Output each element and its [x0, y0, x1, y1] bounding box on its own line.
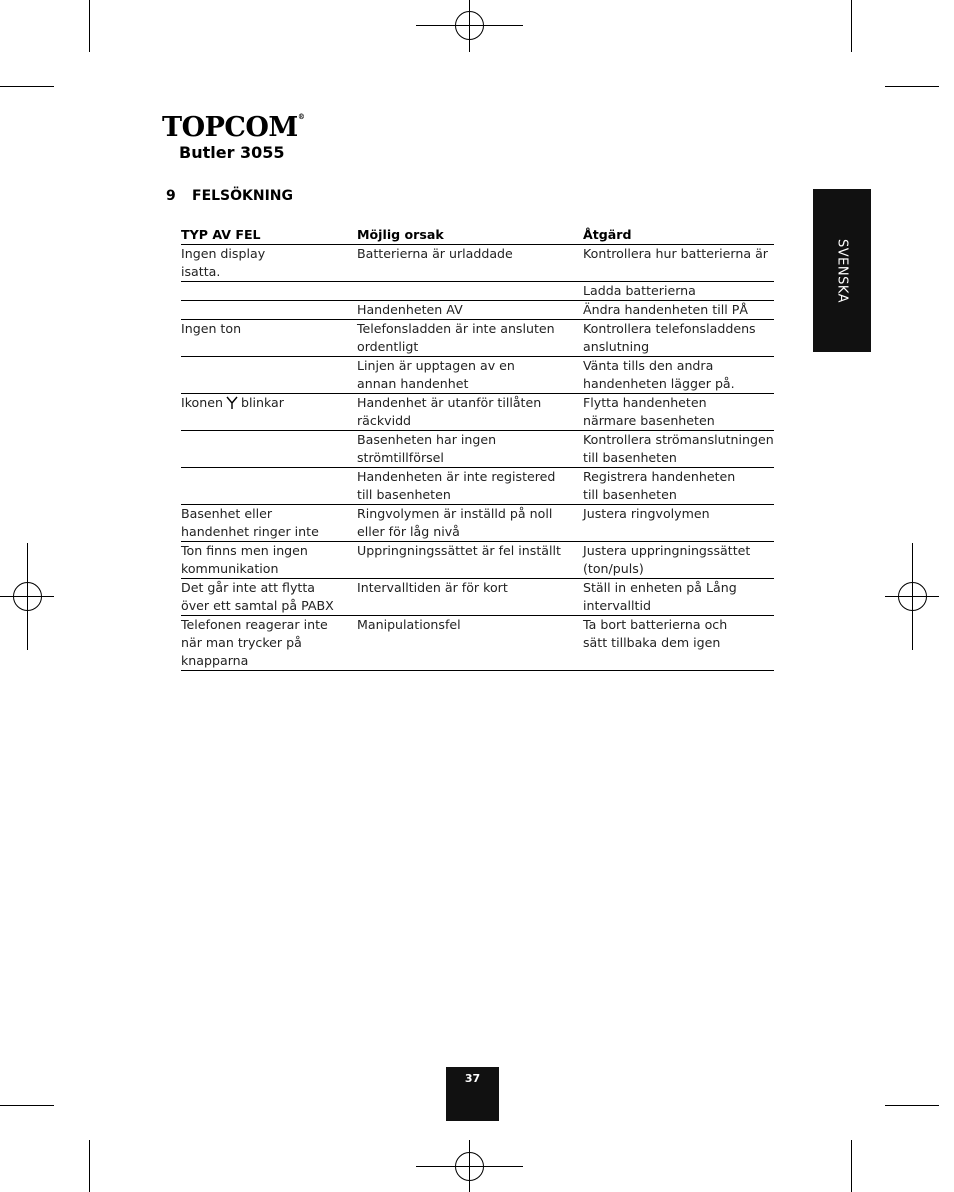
crop-mark-bottom-left-h: [0, 1105, 54, 1106]
antenna-row-before: Ikonen: [181, 395, 223, 410]
table-row: [181, 245, 774, 282]
cell-action: Ändra handenheten till PÅ: [583, 302, 748, 317]
language-tab-label: SVENSKA: [834, 238, 850, 303]
column-header-cause: Möjlig orsak: [357, 227, 444, 242]
cell-cause: Intervalltiden är för kort: [357, 580, 508, 595]
column-header-fault: TYP AV FEL: [181, 227, 261, 242]
cell-cause: [357, 282, 583, 301]
cell-cause: Handenheten AV: [357, 302, 463, 317]
cell-action: Kontrollera hur batterierna är: [583, 246, 768, 261]
cell-action: Registrera handenheten till basenheten: [583, 469, 736, 502]
cell-action: Kontrollera strömanslutningen till basenheten: [583, 432, 774, 465]
table-row: [181, 301, 774, 320]
section-heading: [166, 188, 293, 204]
table-row: [181, 579, 774, 616]
cell-fault: [181, 301, 357, 320]
model-name: Butler 3055: [179, 143, 285, 162]
section-number: 9: [166, 188, 176, 204]
cell-action: Ställ in enheten på Lång intervalltid: [583, 580, 737, 613]
cell-action: Ta bort batterierna och sätt tillbaka dem igen: [583, 617, 728, 650]
crop-mark-top-left-v: [89, 0, 90, 52]
section-title: FELSÖKNING: [192, 188, 294, 204]
crop-mark-top-right-v: [851, 0, 852, 52]
table-header-row: [181, 226, 774, 245]
cell-fault: [181, 431, 357, 468]
cell-cause: Handenheten är inte registered till basenheten: [357, 469, 556, 502]
table-row: [181, 542, 774, 579]
cell-cause: Manipulationsfel: [357, 617, 461, 632]
cell-fault: Ton finns men ingen kommunikation: [181, 543, 308, 576]
table-row: [181, 505, 774, 542]
cell-fault: Det går inte att flytta över ett samtal på PABX: [181, 580, 334, 613]
crop-mark-top-right-h: [885, 86, 939, 87]
antenna-icon: [226, 396, 238, 415]
troubleshooting-table: [181, 226, 774, 671]
table-row: [181, 282, 774, 301]
cell-fault: [181, 357, 357, 394]
cell-fault: Basenhet eller handenhet ringer inte: [181, 506, 319, 539]
cell-fault: Ingen ton: [181, 321, 242, 336]
column-header-action: Åtgärd: [583, 227, 632, 242]
table-row: [181, 468, 774, 505]
topcom-logo: [162, 112, 304, 143]
cell-fault: [181, 282, 357, 301]
registered-mark: ®: [297, 112, 305, 121]
table-row: [181, 320, 774, 357]
cell-action: Flytta handenheten närmare basenheten: [583, 395, 715, 428]
page-number: 37: [464, 1072, 481, 1085]
table-row: [181, 394, 774, 431]
logo-text: TOPCOM: [162, 112, 298, 143]
cell-cause: Ringvolymen är inställd på noll eller för låg nivå: [357, 506, 553, 539]
cell-cause: Basenheten har ingen strömtillförsel: [357, 432, 497, 465]
cell-action: Vänta tills den andra handenheten lägger på.: [583, 358, 735, 391]
cell-fault: Ingen display isatta.: [181, 246, 266, 279]
cell-action: Ladda batterierna: [583, 283, 696, 298]
cell-cause: Handenhet är utanför tillåten räckvidd: [357, 395, 542, 428]
crop-mark-bottom-right-v: [851, 1140, 852, 1192]
cell-cause: Linjen är upptagen av en annan handenhet: [357, 358, 515, 391]
cell-action: Justera ringvolymen: [583, 506, 710, 521]
antenna-row-after: blinkar: [240, 395, 284, 410]
cell-fault: Telefonen reagerar inte när man trycker på knapparna: [181, 617, 328, 668]
crop-mark-top-left-h: [0, 86, 54, 87]
table-row: [181, 616, 774, 671]
cell-action: Justera uppringningssättet (ton/puls): [583, 543, 751, 576]
table-row: [181, 431, 774, 468]
cell-cause: Uppringningssättet är fel inställt: [357, 543, 561, 558]
cell-cause: Batterierna är urladdade: [357, 246, 513, 261]
cell-fault: [181, 394, 357, 431]
language-tab: [813, 189, 871, 352]
cell-cause: Telefonsladden är inte ansluten ordentligt: [357, 321, 555, 354]
crop-mark-bottom-right-h: [885, 1105, 939, 1106]
cell-fault: [181, 468, 357, 505]
page-number-box: [446, 1067, 499, 1121]
crop-mark-bottom-left-v: [89, 1140, 90, 1192]
table-row: [181, 357, 774, 394]
cell-action: Kontrollera telefonsladdens anslutning: [583, 321, 756, 354]
